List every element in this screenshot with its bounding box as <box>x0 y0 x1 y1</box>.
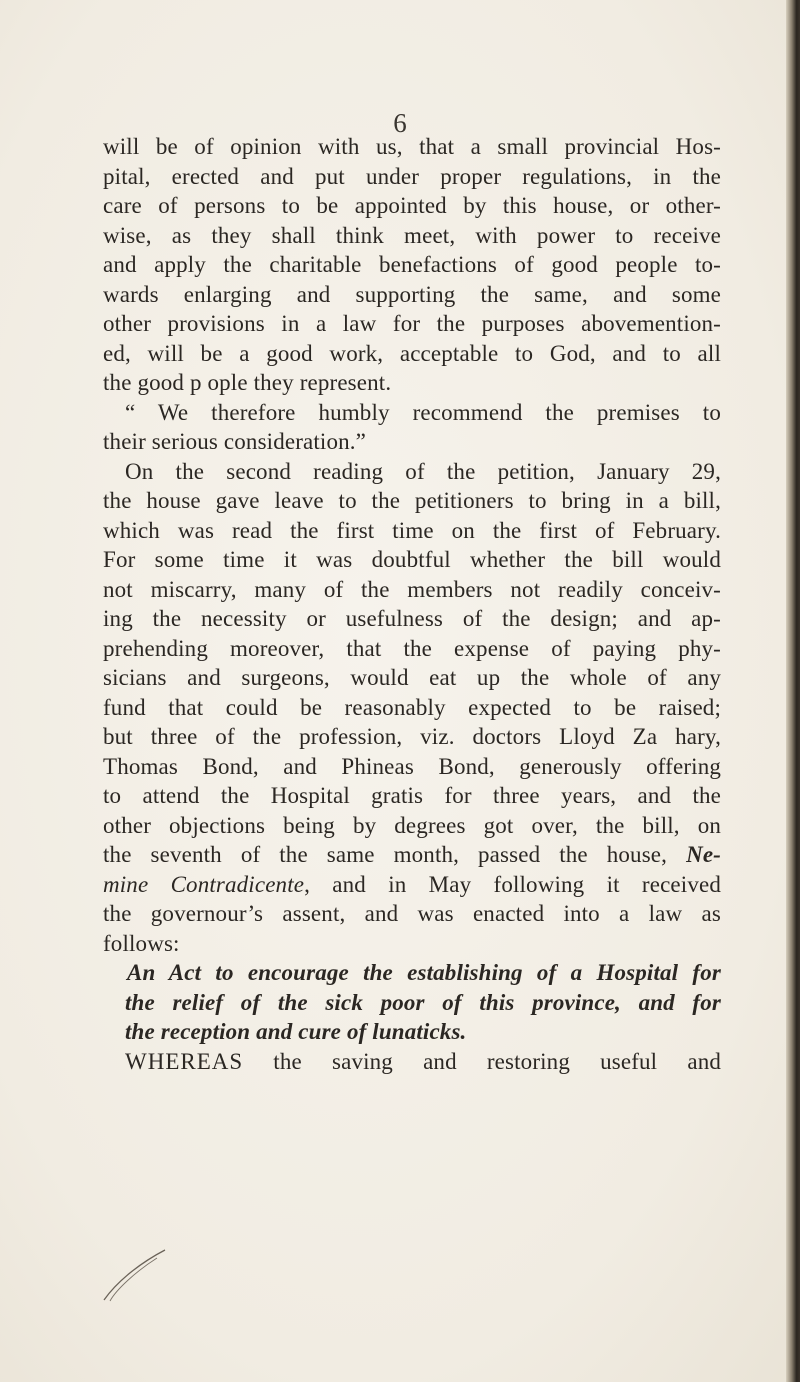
text-line: ing the necessity or usefulness of the design; and ap- <box>103 606 721 631</box>
text-line-with-italic <box>103 840 721 870</box>
text-line: “ We therefore humbly recommend the premises to <box>125 399 721 425</box>
text-line: will be of opinion with us, that a small provincial Hos- <box>103 134 721 159</box>
text-line: care of persons to be appointed by this house, or other- <box>103 193 721 218</box>
text-line: wards enlarging and supporting the same, and some <box>103 281 721 307</box>
text-line-with-caps <box>103 1047 721 1077</box>
text-run: , and in May following it received <box>304 871 721 897</box>
act-title-line: the relief of the sick poor of this province, and for <box>125 989 721 1015</box>
act-title-line: An Act to encourage the establishing of a Hospital for <box>127 960 721 985</box>
text-line: and apply the charitable benefactions of good people to- <box>103 252 721 277</box>
text-line: fund that could be reasonably expected to be raised; <box>103 694 721 720</box>
text-run: the seventh of the same month, passed the house, <box>103 842 668 867</box>
text-line-with-italic <box>103 870 721 900</box>
text-line: follows: <box>103 930 180 956</box>
text-line: On the second reading of the petition, January 29, <box>125 458 721 484</box>
text-line: pital, erected and put under proper regulations, in the <box>103 163 721 189</box>
text-line: prehending moreover, that the expense of paying phy- <box>103 635 721 661</box>
italic-text-run: Ne- <box>686 842 721 867</box>
body-text <box>103 132 721 1076</box>
act-title-line: the reception and cure of lunaticks. <box>125 1019 467 1044</box>
text-line: the governour’s assent, and was enacted into a law as <box>103 901 721 926</box>
text-line: other objections being by degrees got over, the bill, on <box>103 812 721 838</box>
text-line: other provisions in a law for the purposes abovemention- <box>103 311 721 336</box>
text-line: the good p ople they represent. <box>103 370 392 395</box>
text-line: the house gave leave to the petitioners to bring in a bill, <box>103 488 721 513</box>
text-line: For some time it was doubtful whether the bill would <box>103 547 721 572</box>
text-line: which was read the first time on the first of February. <box>103 517 721 543</box>
whereas-caps: WHEREAS <box>125 1048 244 1074</box>
text-line: sicians and surgeons, would eat up the whole of any <box>103 665 721 690</box>
text-line: ed, will be a good work, acceptable to God, and to all <box>103 340 721 366</box>
text-line: their serious consideration.” <box>103 429 367 454</box>
text-line: wise, as they shall think meet, with power to receive <box>103 222 721 248</box>
text-run: the saving and restoring useful and <box>243 1048 721 1074</box>
text-line: Thomas Bond, and Phineas Bond, generously offering <box>103 753 721 779</box>
text-line: to attend the Hospital gratis for three years, and the <box>103 783 721 808</box>
text-line: not miscarry, many of the members not readily conceiv- <box>103 576 721 602</box>
page-number: 6 <box>393 108 407 138</box>
italic-text-run: mine Contradicente <box>103 871 305 897</box>
text-line: but three of the profession, viz. doctors Lloyd Za hary, <box>103 724 721 749</box>
